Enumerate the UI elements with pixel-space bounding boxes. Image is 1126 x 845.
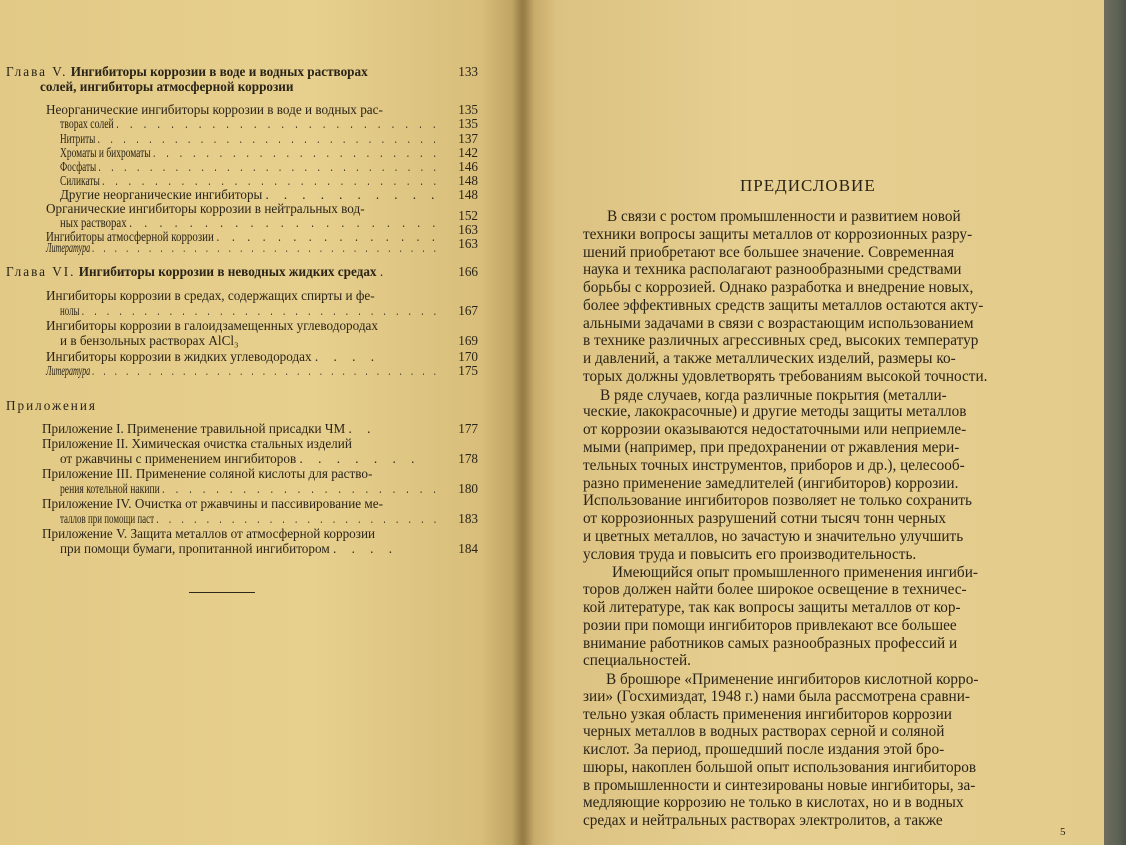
text-line: Имеющийся опыт промышленного применения ингиби- bbox=[612, 564, 978, 582]
toc-entry-cont: ных растворах . . . . . . . . . . . . . . . . . . . . . bbox=[60, 215, 441, 230]
toc-page-number: 135 bbox=[458, 116, 478, 131]
toc-entry-literature: Литература . . . . . . . . . . . . . . . . . . . . . . . . . . . . . . . bbox=[46, 240, 440, 255]
toc-appendices-heading: Приложения bbox=[6, 398, 97, 413]
toc-page-number: 170 bbox=[458, 349, 478, 364]
toc-entry: Ингибиторы коррозии в жидких углеводородах . . . . bbox=[46, 349, 380, 364]
toc-chapter-5-heading-cont: солей, ингибиторы атмосферной коррозии bbox=[40, 79, 294, 94]
text-line: альными задачами в связи с возрастающим использованием bbox=[583, 314, 974, 332]
text-line: специальностей. bbox=[583, 652, 691, 670]
text-line: более эффективных средств защиты металлов остаются акту- bbox=[583, 296, 984, 314]
toc-page-number: 178 bbox=[458, 451, 478, 466]
text-line: условия труда и повысить его производительность. bbox=[583, 545, 917, 563]
toc-page-number: 163 bbox=[458, 222, 478, 237]
text-line: внимание работников самых разнообразных профессий и bbox=[583, 634, 958, 652]
toc-page-number: 180 bbox=[458, 481, 478, 496]
toc-entry: Приложение III. Применение соляной кислоты для раство- bbox=[42, 466, 373, 481]
text-line: медляющие коррозию не только в кислотах, но и в водных bbox=[583, 794, 964, 812]
toc-page-number: 142 bbox=[458, 145, 478, 160]
text-line: торов должен найти более широкое освещение в техничес- bbox=[583, 581, 967, 599]
text-line: от коррозии оказываются недостаточными или неприемле- bbox=[583, 421, 967, 439]
toc-entry: Приложение V. Защита металлов от атмосферной коррозии bbox=[42, 526, 376, 541]
text-line: от коррозионных разрушений сотни тысяч тонн черных bbox=[583, 510, 946, 528]
toc-entry: Приложение I. Применение травильной присадки ЧМ . . bbox=[42, 421, 377, 436]
text-line: тельных точных инструментов, приборов и др.), целесооб- bbox=[583, 456, 965, 474]
toc-page-number: 183 bbox=[458, 511, 478, 526]
section-divider bbox=[189, 592, 255, 593]
toc-entry: Силикаты . . . . . . . . . . . . . . . . . . . . . . . . . . bbox=[60, 173, 441, 188]
toc-entry-cont: при помощи бумаги, пропитанной ингибитором . . . . bbox=[60, 541, 399, 556]
toc-entry: Ингибиторы атмосферной коррозии . . . . . . . . . . . . . . . bbox=[46, 229, 440, 244]
toc-page-number: 175 bbox=[458, 363, 478, 378]
text-line: кислот. За период, прошедший после издания этой бро- bbox=[583, 741, 945, 759]
text-line: и давлений, а также металлических изделий, размеры ко- bbox=[583, 350, 956, 368]
toc-entry: Хроматы и бихроматы . . . . . . . . . . . . . . . . . . . . . . bbox=[60, 145, 441, 160]
table-of-contents bbox=[0, 0, 520, 845]
text-line: наука и техника располагают разнообразными средствами bbox=[583, 261, 962, 279]
text-line: торых должны удовлетворять требованиям высокой точности. bbox=[583, 367, 988, 385]
toc-page-number: 166 bbox=[458, 264, 478, 279]
text-line: и цветных металлов, но зачастую и значительно улучшить bbox=[583, 527, 964, 545]
toc-entry-cont: от ржавчины с применением ингибиторов . . . . . . . bbox=[60, 451, 421, 466]
text-line: В связи с ростом промышленности и развитием новой bbox=[607, 208, 961, 225]
text-line: средах и нейтральных растворах электролитов, а также bbox=[583, 812, 943, 830]
toc-page-number: 133 bbox=[458, 64, 478, 79]
toc-entry: Другие неорганические ингибиторы . . . . . . . . . . bbox=[60, 187, 441, 202]
text-line: шюры, накоплен большой опыт использования ингибиторов bbox=[583, 758, 977, 776]
toc-page-number: 169 bbox=[458, 333, 478, 348]
toc-page-number: 148 bbox=[458, 173, 478, 188]
toc-entry: Неорганические ингибиторы коррозии в воде и водных рас- bbox=[46, 102, 383, 117]
toc-page-number: 152 bbox=[458, 208, 478, 223]
text-line: тельно узкая область применения ингибиторов коррозии bbox=[583, 705, 952, 723]
text-line: шений приобретают все большее значение. Современная bbox=[583, 243, 955, 261]
toc-page-number: 135 bbox=[458, 102, 478, 117]
text-line: мыми (например, при предохранении от ржавления мери- bbox=[583, 439, 960, 457]
text-line: черных металлов в водных растворах серной и соляной bbox=[583, 723, 945, 741]
toc-entry-cont: творах солей . . . . . . . . . . . . . . . . . . . . . . . . bbox=[60, 116, 440, 131]
text-line: в промышленности и синтезированы новые ингибиторы, за- bbox=[583, 776, 976, 794]
toc-chapter-5-heading: Глава V. Ингибиторы коррозии в воде и водных растворах bbox=[6, 64, 368, 79]
toc-entry: Фосфаты . . . . . . . . . . . . . . . . . . . . . . . . . . . bbox=[60, 159, 441, 174]
text-line: розии при помощи ингибиторов привлекают все большее bbox=[583, 616, 957, 634]
page-edge bbox=[1104, 0, 1126, 845]
text-line: в технике различных агрессивных сред, высоких температур bbox=[583, 332, 979, 350]
text-line: зии» (Госхимиздат, 1948 г.) нами была рассмотрена сравни- bbox=[583, 687, 970, 705]
toc-entry-literature: Литература . . . . . . . . . . . . . . . . . . . . . . . . . . . . . . . bbox=[46, 363, 440, 378]
page-number: 5 bbox=[1060, 826, 1066, 838]
toc-entry-cont: рения котельной накипи . . . . . . . . . . . . . . . . . . . . . bbox=[60, 481, 441, 496]
toc-page-number: 184 bbox=[458, 541, 478, 556]
toc-page-number: 163 bbox=[458, 236, 478, 251]
preface-title: ПРЕДИСЛОВИЕ bbox=[740, 176, 876, 195]
toc-page-number: 146 bbox=[458, 159, 478, 174]
text-line: борьбы с коррозией. Однако разработка и внедрение новых, bbox=[583, 279, 974, 297]
toc-entry: Ингибиторы коррозии в галоидзамещенных углеводородах bbox=[46, 318, 379, 333]
text-line: техники вопросы защиты металлов от коррозионных разру- bbox=[583, 225, 973, 243]
toc-entry: Приложение II. Химическая очистка стальных изделий bbox=[42, 436, 352, 451]
toc-entry: Приложение IV. Очистка от ржавчины и пассивирование ме- bbox=[42, 496, 383, 511]
toc-entry: Нитриты . . . . . . . . . . . . . . . . . . . . . . . . . . . bbox=[60, 131, 440, 146]
toc-entry: Ингибиторы коррозии в средах, содержащих спирты и фе- bbox=[46, 288, 375, 303]
toc-page-number: 177 bbox=[458, 421, 478, 436]
toc-entry-cont: и в бензольных растворах AlCl₃ bbox=[60, 333, 239, 348]
toc-page-number: 137 bbox=[458, 131, 478, 146]
toc-chapter-6-heading: Глава VI. Ингибиторы коррозии в неводных жидких средах . bbox=[6, 264, 390, 279]
text-line: кой литературе, так как вопросы защиты металлов от кор- bbox=[583, 598, 961, 616]
text-line: В ряде случаев, когда различные покрытия (металли- bbox=[600, 386, 947, 404]
toc-page-number: 167 bbox=[458, 303, 478, 318]
toc-entry-cont: нолы . . . . . . . . . . . . . . . . . . . . . . . . . . . . . bbox=[60, 303, 441, 318]
toc-page-number: 148 bbox=[458, 187, 478, 202]
text-line: разно применение замедлителей (ингибиторов) коррозии. bbox=[583, 474, 959, 492]
text-line: Использование ингибиторов позволяет не только сохранить bbox=[583, 492, 973, 510]
toc-entry-cont: таллов при помощи паст . . . . . . . . . . . . . . . . . . . . . . . bbox=[60, 511, 441, 526]
text-line: В брошюре «Применение ингибиторов кислотной корро- bbox=[606, 671, 979, 689]
toc-entry: Органические ингибиторы коррозии в нейтральных вод- bbox=[46, 201, 365, 216]
text-line: ческие, лакокрасочные) и другие методы защиты металлов bbox=[583, 403, 967, 421]
